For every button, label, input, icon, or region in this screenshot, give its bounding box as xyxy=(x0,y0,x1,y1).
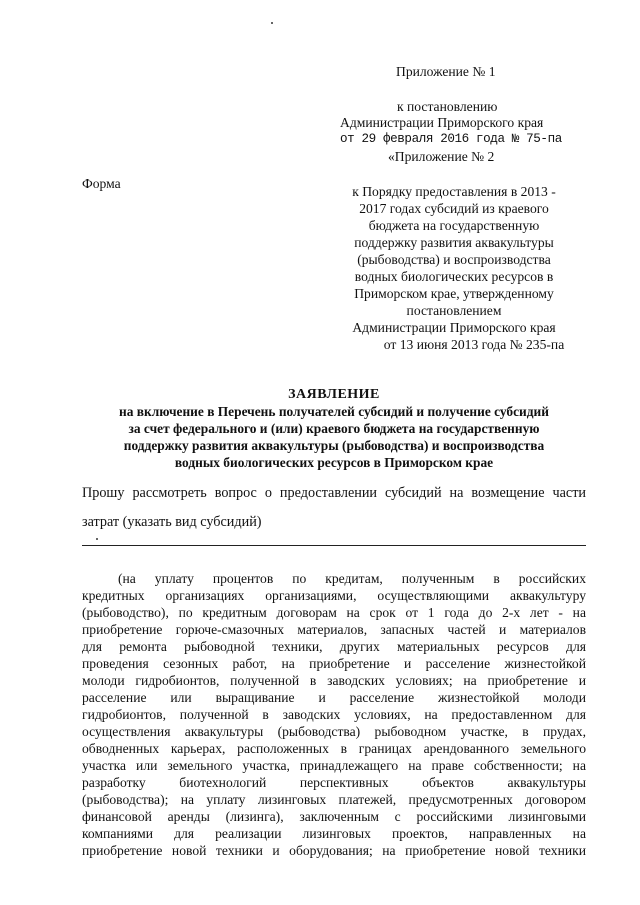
body-line: осуществления аквакультуры (рыбоводства) рыбоводном участке, в прудах, xyxy=(82,724,586,739)
fill-in-line xyxy=(82,545,586,546)
body-line: (рыбоводство), по кредитным договорам на срок от 1 года до 2-х лет - на xyxy=(82,605,586,620)
body-line: молоди гидробионтов, полученной в заводских условиях; на приобретение и xyxy=(82,673,586,688)
title-line: за счет федерального и (или) краевого бюджета на государственную xyxy=(128,421,540,436)
body-line: приобретение горюче-смазочных материалов, запасных частей и материалов xyxy=(82,622,586,637)
body-line: проведения сезонных работ, на приобретение и расселение жизнестойкой xyxy=(82,656,586,671)
body-line: компаниями для реализации лизинговых проектов, направленных на xyxy=(82,826,586,841)
form-label: Форма xyxy=(82,176,121,191)
document-title xyxy=(82,386,586,471)
body-line: финансовой аренды (лизинга), заключенным с российскими лизинговыми xyxy=(82,809,586,824)
title-line: водных биологических ресурсов в Приморском крае xyxy=(174,455,494,470)
body-text xyxy=(82,570,586,859)
procedure-line: 2017 годах субсидий из краевого xyxy=(359,201,549,216)
title-main: ЗАЯВЛЕНИЕ xyxy=(288,387,380,402)
body-line: кредитных организациях организациями, осуществляющими аквакультуру xyxy=(82,588,586,603)
procedure-line: постановлением xyxy=(406,303,502,318)
procedure-block xyxy=(334,183,574,353)
procedure-line: Администрации Приморского края xyxy=(352,320,556,335)
body-line: приобретение новой техники и оборудования; на приобретение новой техники xyxy=(82,843,586,858)
procedure-line: бюджета на государственную xyxy=(368,218,540,233)
intro-line-1: Прошу рассмотреть вопрос о предоставлении субсидий на возмещение части xyxy=(82,485,586,501)
procedure-line: (рыбоводства) и воспроизводства xyxy=(357,252,551,267)
title-line: на включение в Перечень получателей субсидий и получение субсидий xyxy=(119,404,549,419)
procedure-line: к Порядку предоставления в 2013 - xyxy=(352,184,556,199)
body-line: (рыбоводства); на уплату лизинговых платежей, предусмотренных договором xyxy=(82,792,586,807)
body-line: для ремонта рыбоводной техники, других материальных ресурсов для xyxy=(82,639,586,654)
procedure-line: Приморском крае, утвержденному xyxy=(354,286,554,301)
to-resolution: к постановлению xyxy=(397,99,498,114)
decree-date: от 29 февраля 2016 года № 75-па xyxy=(340,132,562,146)
body-line: гидробионтов, полученной в заводских условиях, на предоставленном для xyxy=(82,707,586,722)
scan-dot xyxy=(271,22,273,24)
title-line: поддержку развития аквакультуры (рыбоводства) и воспроизводства xyxy=(123,438,545,453)
procedure-line: поддержку развития аквакультуры xyxy=(354,235,554,250)
appendix-2: «Приложение № 2 xyxy=(388,149,495,164)
body-line: (на уплату процентов по кредитам, полученным в российских xyxy=(118,571,586,586)
scan-dot xyxy=(96,538,98,540)
body-line: разработку биотехнологий перспективных объектов аквакультуры xyxy=(82,775,586,790)
intro-line-2: затрат (указать вид субсидий) xyxy=(82,514,262,530)
body-line: участка или земельного участка, принадлежащего на праве собственности; на xyxy=(82,758,586,773)
appendix-number: Приложение № 1 xyxy=(396,64,496,79)
body-line: обводненных карьерах, расположенных в границах арендованного земельного xyxy=(82,741,586,756)
procedure-line: водных биологических ресурсов в xyxy=(354,269,554,284)
procedure-line: от 13 июня 2013 года № 235-па xyxy=(383,337,565,352)
administration-name: Администрации Приморского края xyxy=(340,115,544,130)
body-line: расселение или выращивание и расселение жизнестойкой молоди xyxy=(82,690,586,705)
